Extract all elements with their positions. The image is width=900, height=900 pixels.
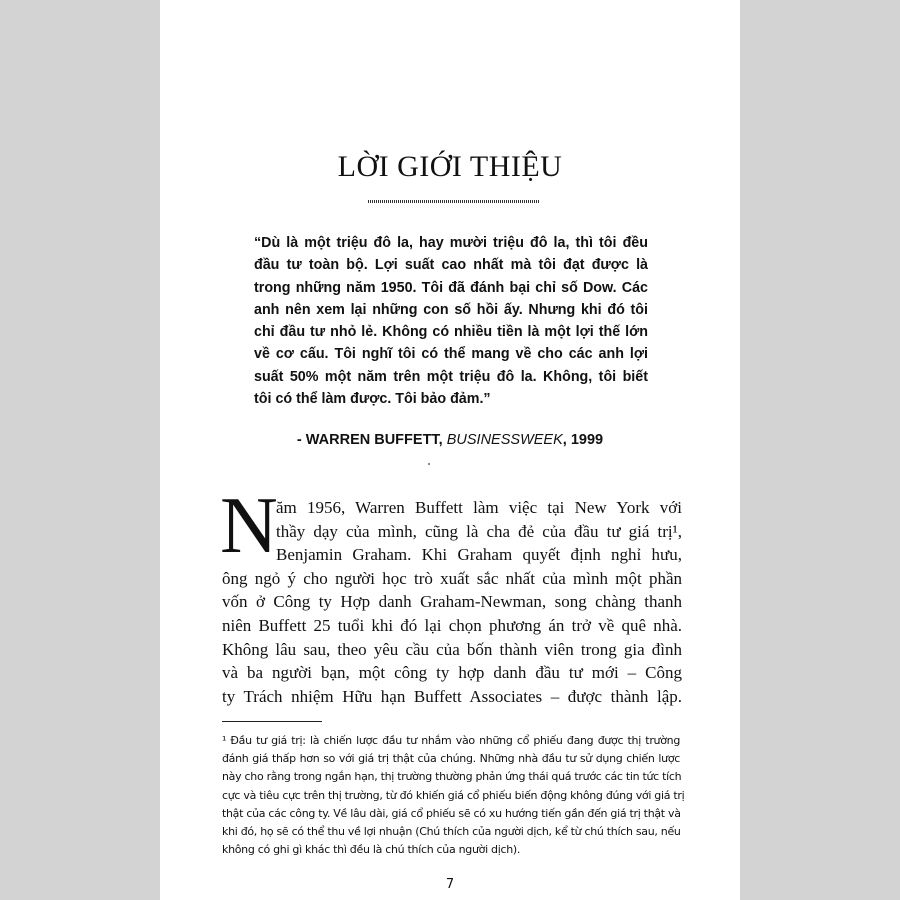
body-line: vốn ở Công ty Hợp danh Graham-Newman, song chàng thanh — [222, 592, 682, 612]
footnote-line: khi đó, họ sẽ có thể thu về lợi nhuận (Chú thích của người dịch, kể từ chú thích sau, nếu — [222, 824, 681, 838]
quote-line: “Dù là một triệu đô la, hay mười triệu đô la, thì tôi đều — [254, 235, 648, 251]
quote-line: đầu tư toàn bộ. Lợi suất cao nhất mà tôi đạt được là — [254, 257, 648, 274]
title-ornament-rule — [368, 200, 540, 203]
body-line: ăm 1956, Warren Buffett làm việc tại New York với — [276, 498, 682, 517]
body-line: thầy dạy của mình, cũng là cha đẻ của đầu tư giá trị¹, — [276, 521, 682, 541]
body-line: Benjamin Graham. Khi Graham quyết định nghỉ hưu, — [276, 545, 682, 565]
footnote — [222, 732, 685, 859]
body-paragraph — [222, 496, 682, 708]
body-line: Không lâu sau, theo yêu cầu của bốn thành viên trong gia đình — [222, 639, 682, 659]
footnote-line: này cho rằng trong ngắn hạn, thị trường thường phản ứng thái quá trước các tin tức tích — [222, 770, 682, 784]
quote-line: chỉ đầu tư nhỏ lẻ. Không có nhiều tiền là một lợi thế lớn — [254, 324, 648, 341]
quote-line: suất 50% một năm trên một triệu đô la. Không, tôi biết — [254, 368, 648, 385]
footnote-line: cực và tiêu cực trên thị trường, từ đó khiến giá cổ phiếu biến động không đúng với giá trị — [222, 788, 685, 802]
footnote-line: thật của các công ty. Về lâu dài, giá cổ phiếu sẽ có xu hướng tiến gần đến giá trị thật và — [222, 806, 681, 820]
book-page — [160, 0, 740, 900]
body-line: niên Buffett 25 tuổi khi đó lại chọn phương án trở về quê nhà. — [222, 615, 682, 635]
quote-line: về cơ cấu. Tôi nghĩ tôi có thể mang về cho các anh lợi — [254, 346, 648, 363]
quote-line: tôi có thể làm được. Tôi bảo đảm.” — [254, 391, 491, 408]
separator-dot — [428, 463, 430, 465]
attribution-source: BUSINESSWEEK — [446, 432, 563, 448]
page-number: 7 — [445, 877, 455, 892]
epigraph-quote — [254, 232, 648, 410]
footnote-line: đánh giá thấp hơn so với giá trị thật của chúng. Những nhà đầu tư sử dụng chiến lược — [222, 752, 680, 766]
chapter-title: LỜI GIỚI THIỆU — [337, 150, 563, 183]
body-line: ty Trách nhiệm Hữu hạn Buffett Associates – được thành lập. — [222, 686, 682, 706]
attribution-author: - WARREN BUFFETT, — [296, 432, 447, 448]
footnote-line: không có ghi gì khác thì đều là chú thích của người dịch). — [222, 843, 521, 857]
body-line: và ba người bạn, một công ty hợp danh đầu tư mới – Công — [222, 663, 682, 683]
attribution-year: , 1999 — [562, 432, 604, 448]
drop-cap: N — [220, 482, 278, 570]
quote-line: trong những năm 1950. Tôi đã đánh bại chỉ số Dow. Các — [254, 279, 648, 296]
body-line: ông ngỏ ý cho người học trò xuất sắc nhất của mình một phần — [222, 568, 682, 588]
footnote-rule — [222, 721, 322, 722]
quote-attribution — [160, 432, 740, 448]
footnote-line: ¹ Đầu tư giá trị: là chiến lược đầu tư nhắm vào những cổ phiếu đang được thị trường — [222, 734, 680, 747]
quote-line: anh nên xem lại những con số hồi ấy. Nhưng khi đó tôi — [254, 301, 648, 318]
